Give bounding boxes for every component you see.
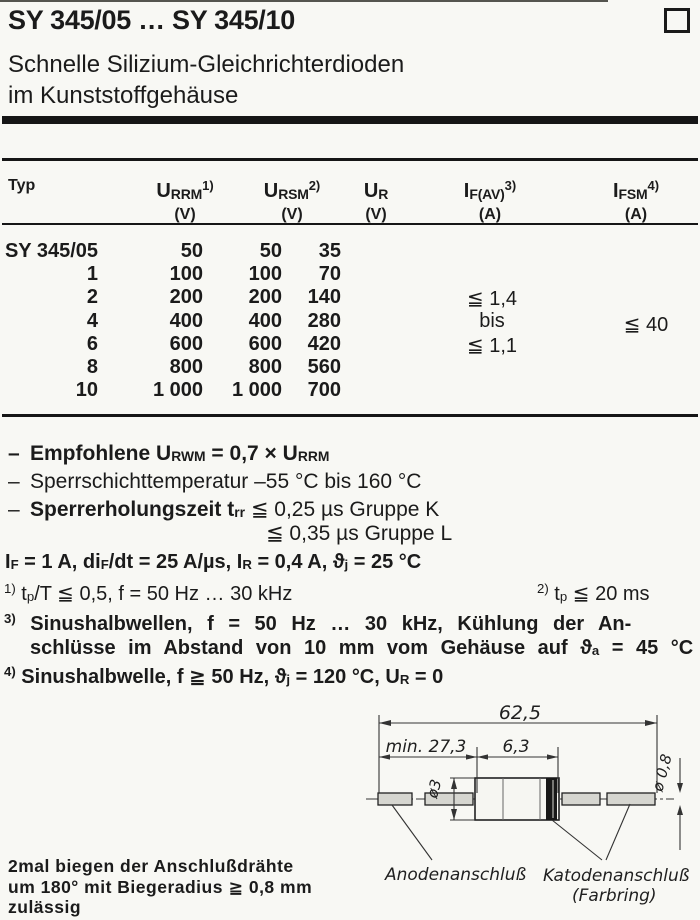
ur-value: 140 [307, 286, 341, 309]
column-header-ifsm: IFSM$^{4)}$ (A) [566, 176, 700, 224]
urrm-value: 1 000 [152, 379, 203, 402]
footnote-4: $^{4)}$ Sinushalbwelle, f ≧ 50 Hz, ϑj = 120 °C, UR = 0 [4, 664, 444, 688]
dim-body-dia-label: ø3 [423, 777, 446, 801]
footnote-mark: 2) [537, 581, 549, 596]
dim-total-label: 62,5 [498, 702, 542, 724]
column-unit-ursm: (V) [281, 206, 303, 223]
column-unit-ifav: (A) [478, 206, 502, 223]
ur-value: 35 [318, 240, 341, 262]
ifav-merged-value-line1: ≦ 1,4 [466, 288, 518, 310]
table-bottom-rule [2, 414, 698, 417]
table-row-typ: 8 [86, 355, 98, 378]
footnote-2: $^{2)}$ tp ≦ 20 ms [537, 581, 650, 605]
urrm-value: 600 [169, 332, 203, 355]
lead-right-outer [607, 793, 655, 805]
bend-note-line1: 2mal biegen der Anschlußdrähte [8, 856, 294, 876]
table-top-rule [2, 158, 698, 161]
table-col-typ [0, 240, 98, 402]
arrowhead [645, 720, 657, 726]
column-header-ifav: IF(AV)$^{3)}$ (A) [420, 176, 560, 224]
ursm-value: 200 [248, 286, 282, 309]
table-row-typ: 2 [86, 286, 98, 309]
urrm-value: 800 [169, 355, 203, 378]
cathode-band [546, 778, 557, 820]
urrm-value: 100 [169, 263, 203, 286]
lead-left-outer [378, 793, 412, 805]
ursm-value: 50 [259, 240, 282, 262]
ur-value: 420 [307, 332, 341, 355]
footnote-3-line1: $^{3)}$ Sinushalbwellen, f = 50 Hz … 30 kHz, Kühlung der An- [4, 611, 632, 635]
ursm-value: 400 [248, 309, 282, 332]
table-row-typ: 4 [86, 309, 98, 332]
ursm-value: 100 [248, 263, 282, 286]
urrm-value: 400 [169, 309, 203, 332]
table-row-typ: 1 [86, 263, 98, 286]
dim-body-length-label: 6,3 [502, 737, 530, 757]
anode-label: Anodenanschluß [385, 865, 527, 885]
ursm-value: 600 [248, 332, 282, 355]
arrowhead [677, 805, 683, 815]
column-header-ur: UR (V) [306, 176, 446, 224]
footnote-mark: 4) [4, 664, 16, 679]
column-unit-ur: (V) [365, 206, 387, 223]
page-title: SY 345/05 … SY 345/10 [8, 5, 295, 35]
arrowhead [677, 783, 683, 793]
note-recovery-time-group-l: ≦ 0,35 µs Gruppe L [266, 522, 453, 545]
footnote-1: $^{1)}$ tp/T ≦ 0,5, f = 50 Hz … 30 kHz [4, 581, 293, 605]
test-conditions: IF = 1 A, diF/dt = 25 A/µs, IR = 0,4 A, ϑj = 25 °C [5, 551, 422, 573]
urrm-value: 200 [169, 286, 203, 309]
dim-lead-dia-label: ø 0,8 [648, 752, 676, 794]
table-row-typ: 10 [75, 379, 98, 402]
subtitle-line-1: Schnelle Silizium-Gleichrichterdioden [8, 51, 405, 78]
note-junction-temp: – Sperrschichttemperatur –55 °C bis 160 °C [8, 470, 422, 493]
leader-line-anode [392, 805, 432, 860]
cathode-label: Katodenanschluß [543, 866, 690, 886]
bend-note-line3: zulässig [8, 897, 82, 917]
footnote-mark: 3) [4, 611, 16, 626]
table-row-typ: SY 345/05 [4, 240, 98, 262]
ur-value: 700 [307, 379, 341, 402]
ursm-value: 800 [248, 355, 282, 378]
ursm-value: 1 000 [231, 379, 282, 402]
arrowhead [466, 754, 477, 759]
page-subtitle [8, 49, 404, 111]
urrm-value: 50 [180, 240, 203, 262]
leader-line-cathode [606, 804, 630, 860]
bend-note [8, 856, 312, 918]
arrowhead [547, 754, 558, 759]
arrowhead [451, 809, 457, 820]
table-col-ur [255, 240, 341, 402]
column-unit-ifsm: (A) [624, 206, 648, 223]
bend-note-line2: um 180° mit Biegeradius ≧ 0,8 mm [8, 876, 313, 897]
column-header-urrm: URRM$^{1)}$ (V) [115, 176, 255, 224]
ifav-merged-value-line2: bis [479, 310, 505, 332]
dash: – [8, 442, 20, 465]
table-col-urrm [115, 240, 203, 402]
ifsm-merged-value: ≦ 40 [623, 314, 669, 336]
corner-square-icon [664, 8, 690, 33]
ur-value: 280 [307, 309, 341, 332]
column-unit-urrm: (V) [174, 206, 196, 223]
column-header-ursm: URSM$^{2)}$ (V) [222, 176, 362, 224]
dash: – [8, 470, 20, 493]
note-recovery-time: – Sperrerholungszeit trr ≦ 0,25 µs Gruppe K [8, 498, 440, 521]
dim-lead-min-label: min. 27,3 [385, 737, 467, 757]
bottom-rule [0, 0, 608, 2]
leader-line-cathode [552, 820, 602, 860]
ur-value: 70 [318, 263, 341, 286]
package-drawing [340, 690, 700, 920]
table-row-typ: 6 [86, 332, 98, 355]
ifav-merged-value-line3: ≦ 1,1 [466, 335, 518, 357]
arrowhead [379, 720, 391, 726]
dash: – [8, 498, 20, 521]
note-urwm: – Empfohlene URWM = 0,7 × URRM [8, 442, 330, 465]
subtitle-line-2: im Kunststoffgehäuse [8, 82, 239, 109]
column-header-typ: Typ [8, 177, 36, 194]
ur-value: 560 [307, 355, 341, 378]
thick-divider [2, 116, 698, 124]
footnote-3-line2: schlüsse im Abstand von 10 mm vom Gehäuse auf ϑa = 45 °C [30, 637, 694, 659]
arrowhead [451, 778, 457, 789]
arrowhead [477, 754, 488, 759]
cathode-note-label: (Farbring) [572, 886, 657, 906]
footnote-mark: 1) [4, 581, 16, 596]
lead-right-inner [562, 793, 600, 805]
